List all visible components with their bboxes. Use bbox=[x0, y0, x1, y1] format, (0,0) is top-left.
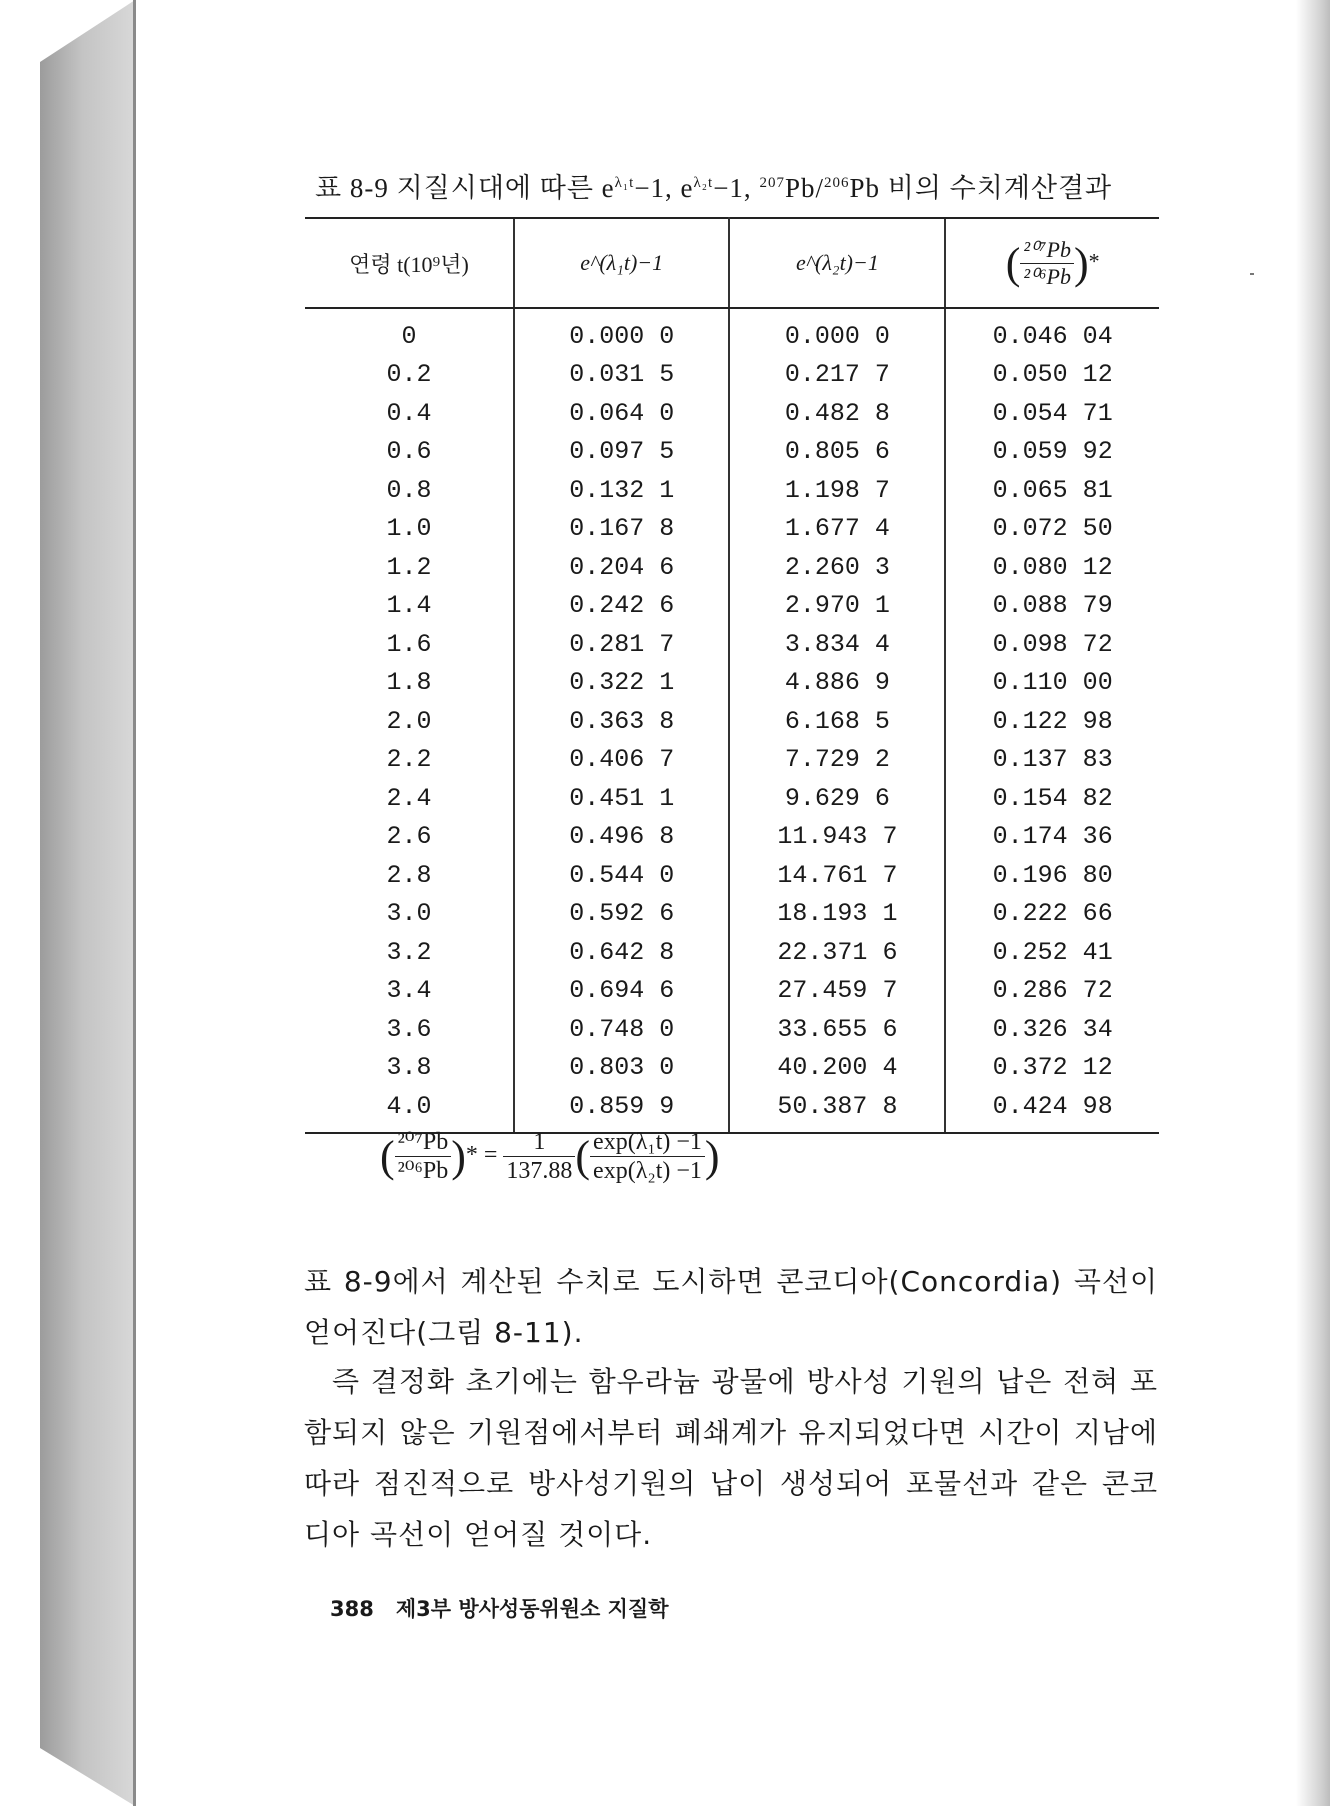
table-row bbox=[305, 856, 1159, 895]
table-cell: 0 bbox=[401, 321, 417, 351]
table-cell: 0.132 1 bbox=[514, 471, 730, 510]
table-cell: 4.886 9 bbox=[784, 668, 890, 698]
decay-table bbox=[305, 217, 1159, 1134]
table-cell: 0.080 12 bbox=[945, 548, 1159, 587]
table-cell: 0.859 9 bbox=[514, 1087, 730, 1133]
table-cell: 0.544 0 bbox=[514, 856, 730, 895]
table-cell: 0.424 98 bbox=[945, 1087, 1159, 1133]
table-row bbox=[305, 356, 1159, 395]
table-cell: 0.064 0 bbox=[514, 394, 730, 433]
table-cell: 0.406 7 bbox=[514, 741, 730, 780]
header-lambda2: e^(λ₂t)−1 bbox=[729, 218, 945, 308]
table-cell: 0.065 81 bbox=[945, 471, 1159, 510]
table-cell: 0.748 0 bbox=[514, 1010, 730, 1049]
table-cell: 3.6 bbox=[386, 1014, 432, 1044]
table-row bbox=[305, 308, 1159, 356]
stray-mark bbox=[1250, 273, 1254, 275]
table-cell: 0.196 80 bbox=[945, 856, 1159, 895]
table-cell: 0.482 8 bbox=[784, 398, 890, 428]
table-cell: 0.286 72 bbox=[945, 972, 1159, 1011]
table-cell: 14.761 7 bbox=[777, 860, 898, 890]
table-cell: 0.803 0 bbox=[514, 1049, 730, 1088]
table-cell: 0.217 7 bbox=[784, 360, 890, 390]
table-row bbox=[305, 510, 1159, 549]
table-cell: 0.281 7 bbox=[514, 625, 730, 664]
page-number: 388 bbox=[330, 1597, 374, 1621]
table-cell: 0.072 50 bbox=[945, 510, 1159, 549]
paragraph-2: 즉 결정화 초기에는 함우라늄 광물에 방사성 기원의 납은 전혀 포함되지 않은 기원점에서부터 폐쇄계가 유지되었다면 시간이 지남에 따라 점진적으로 방사성기원의 납이 생성되어 포물선과 같은 콘코디아 곡선이 얻어질 것이다. bbox=[304, 1365, 1158, 1551]
table-cell: 0.088 79 bbox=[945, 587, 1159, 626]
table-cell: 9.629 6 bbox=[784, 783, 890, 813]
table-row bbox=[305, 1087, 1159, 1133]
table-cell: 0.326 34 bbox=[945, 1010, 1159, 1049]
table-cell: 50.387 8 bbox=[729, 1087, 945, 1133]
table-cell: 0.4 bbox=[386, 398, 432, 428]
table-cell: 0.363 8 bbox=[514, 702, 730, 741]
table-cell: 6.168 5 bbox=[784, 706, 890, 736]
paragraph-1: 표 8-9에서 계산된 수치로 도시하면 콘코디아(Concordia) 곡선이 얻어진다(그림 8-11). bbox=[304, 1265, 1158, 1349]
table-cell: 18.193 1 bbox=[777, 899, 898, 929]
table-cell: 0.322 1 bbox=[514, 664, 730, 703]
table-row bbox=[305, 741, 1159, 780]
table-cell: 3.4 bbox=[386, 976, 432, 1006]
table-cell: 22.371 6 bbox=[777, 937, 898, 967]
table-cell: 1.4 bbox=[386, 591, 432, 621]
table-cell: 0.805 6 bbox=[784, 437, 890, 467]
table-row bbox=[305, 394, 1159, 433]
table-row bbox=[305, 818, 1159, 857]
table-cell: 0.694 6 bbox=[514, 972, 730, 1011]
table-row bbox=[305, 933, 1159, 972]
table-row bbox=[305, 664, 1159, 703]
table-cell: 0.154 82 bbox=[945, 779, 1159, 818]
table-cell: 0.204 6 bbox=[514, 548, 730, 587]
table-cell: 0.592 6 bbox=[514, 895, 730, 934]
table-cell: 2.4 bbox=[386, 783, 432, 813]
table-cell: 0.122 98 bbox=[945, 702, 1159, 741]
book-spine bbox=[40, 0, 135, 1806]
table-cell: 0.642 8 bbox=[514, 933, 730, 972]
table-cell: 2.2 bbox=[386, 745, 432, 775]
table-row bbox=[305, 972, 1159, 1011]
table-row bbox=[305, 587, 1159, 626]
table-cell: 0.2 bbox=[386, 360, 432, 390]
table-cell: 0.167 8 bbox=[514, 510, 730, 549]
table-caption: 표 8-9 지질시대에 따른 $e^{\lambda_1t}-1$, $e^{\lambda_2t}-1$, $^{207}$Pb/$^{206}$Pb 비의 수치계산결과 bbox=[315, 173, 1113, 203]
table-cell: 0.372 12 bbox=[945, 1049, 1159, 1088]
page-footer bbox=[330, 1593, 669, 1623]
table-cell: 0.000 0 bbox=[784, 321, 890, 351]
table-cell: 2.260 3 bbox=[784, 552, 890, 582]
table-cell: 1.0 bbox=[386, 514, 432, 544]
table-cell: 0.8 bbox=[386, 475, 432, 505]
table-cell: 0.496 8 bbox=[514, 818, 730, 857]
table-cell: 0.451 1 bbox=[514, 779, 730, 818]
table-cell: 0.222 66 bbox=[945, 895, 1159, 934]
table-cell: 0.252 41 bbox=[945, 933, 1159, 972]
table-cell: 3.834 4 bbox=[784, 629, 890, 659]
table-cell: 0.097 5 bbox=[514, 433, 730, 472]
table-cell: 3.0 bbox=[386, 899, 432, 929]
table-cell: 40.200 4 bbox=[777, 1053, 898, 1083]
table-cell: 27.459 7 bbox=[777, 976, 898, 1006]
table-row bbox=[305, 895, 1159, 934]
table-cell: 0.098 72 bbox=[945, 625, 1159, 664]
header-ratio: ( $\frac{\text{²⁰⁷Pb}}{\text{²⁰⁶Pb}}$ )* bbox=[945, 218, 1159, 308]
table-cell: 0.6 bbox=[386, 437, 432, 467]
table-cell: 0.110 00 bbox=[945, 664, 1159, 703]
table-cell: 0.242 6 bbox=[514, 587, 730, 626]
table-cell: 3.8 bbox=[386, 1053, 432, 1083]
table-row bbox=[305, 625, 1159, 664]
table-cell: 2.6 bbox=[386, 822, 432, 852]
table-row bbox=[305, 1010, 1159, 1049]
ratio-formula: ( $\frac{\text{²⁰⁷Pb}}{\text{²⁰⁶Pb}}$ )* = $\frac{1}{137.88}$ ( $\frac{\text{exp(λ₁t) −1}}{\text{exp(λ₂t) −1}}$ ) bbox=[380, 1129, 720, 1184]
table-row bbox=[305, 433, 1159, 472]
table-cell: 1.677 4 bbox=[784, 514, 890, 544]
header-age: 연령 t(10⁹년) bbox=[305, 218, 514, 308]
table-cell: 11.943 7 bbox=[777, 822, 898, 852]
table-cell: 0.054 71 bbox=[945, 394, 1159, 433]
header-lambda1: e^(λ₁t)−1 bbox=[514, 218, 730, 308]
table-cell: 4.0 bbox=[305, 1087, 514, 1133]
table-cell: 0.050 12 bbox=[945, 356, 1159, 395]
table-cell: 0.137 83 bbox=[945, 741, 1159, 780]
table-cell: 0.059 92 bbox=[945, 433, 1159, 472]
table-cell: 0.046 04 bbox=[945, 308, 1159, 356]
table-cell: 0.000 0 bbox=[514, 308, 730, 356]
table-cell: 2.8 bbox=[386, 860, 432, 890]
table-row bbox=[305, 548, 1159, 587]
table-cell: 1.198 7 bbox=[784, 475, 890, 505]
chapter-title: 제3부 방사성동위원소 지질학 bbox=[395, 1597, 669, 1621]
table-cell: 1.2 bbox=[386, 552, 432, 582]
table-cell: 3.2 bbox=[386, 937, 432, 967]
table-cell: 0.174 36 bbox=[945, 818, 1159, 857]
page-edge-shadow bbox=[1296, 0, 1330, 1806]
table-cell: 2.970 1 bbox=[784, 591, 890, 621]
table-row bbox=[305, 779, 1159, 818]
table-cell: 0.031 5 bbox=[514, 356, 730, 395]
table-cell: 33.655 6 bbox=[777, 1014, 898, 1044]
table-row bbox=[305, 471, 1159, 510]
table-row bbox=[305, 1049, 1159, 1088]
table-row bbox=[305, 702, 1159, 741]
table-cell: 7.729 2 bbox=[784, 745, 890, 775]
table-cell: 1.8 bbox=[386, 668, 432, 698]
table-cell: 1.6 bbox=[386, 629, 432, 659]
table-cell: 2.0 bbox=[386, 706, 432, 736]
